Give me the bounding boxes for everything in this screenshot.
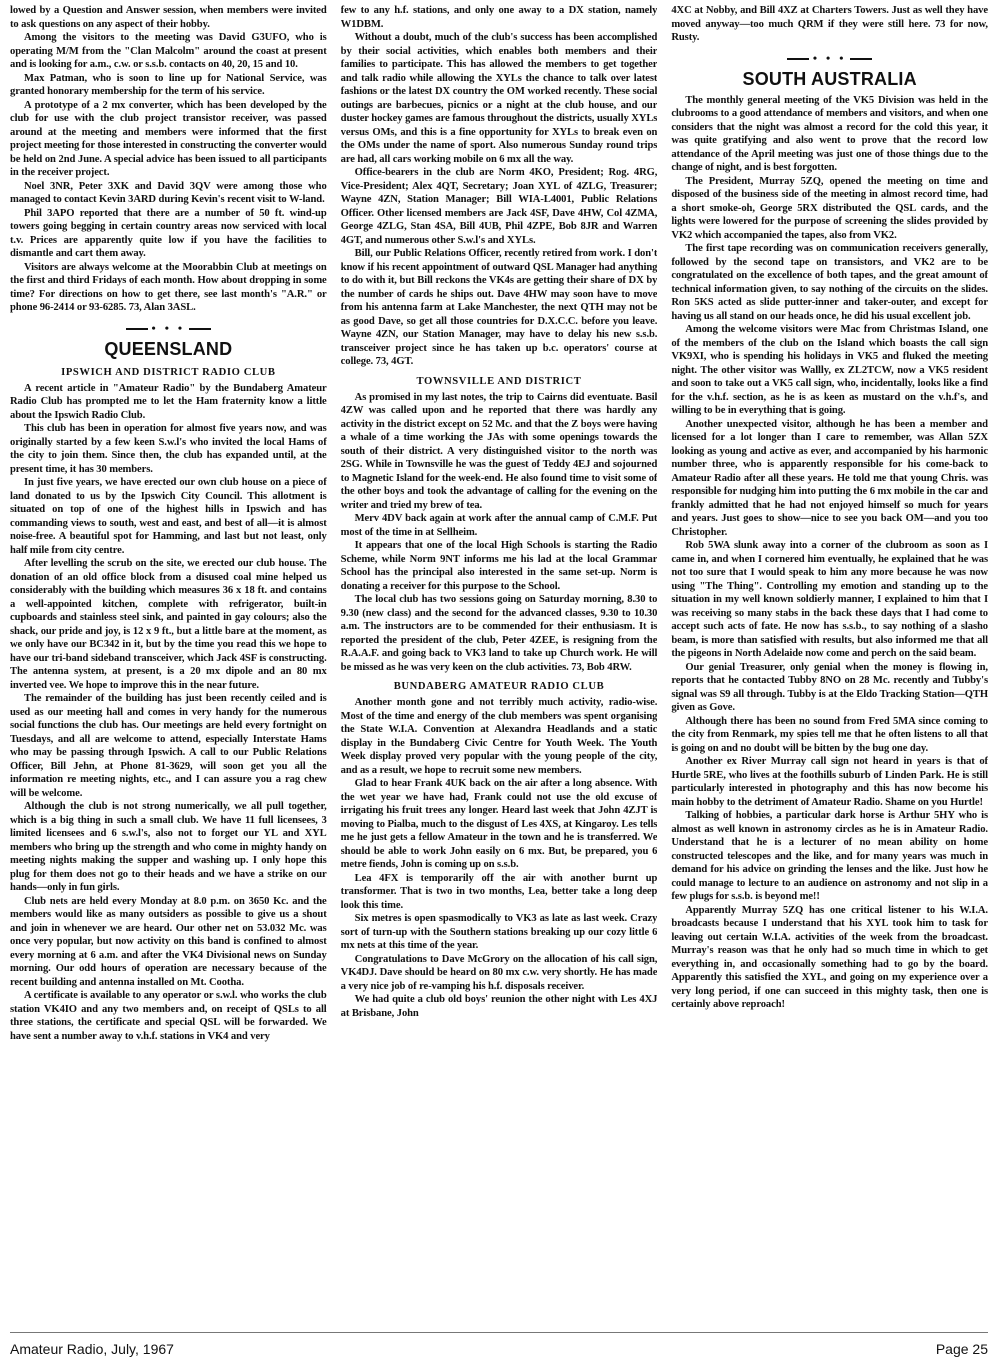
paragraph: Six metres is open spasmodically to VK3 as late as last week. Crazy sort of turn-up with the Southern stations breaking up our cozy little 6 mx nets at this time of the year. [340, 913, 658, 951]
paragraph: lowed by a Question and Answer session, when members were invited to ask questions on any aspect of their hobby. [10, 5, 327, 30]
paragraph: As promised in my last notes, the trip to Cairns did eventuate. Basil 4ZW was called upon and he reported that there was hardly any activity in the district except on 52 Mc. and that the Z boys were having a whale of a time working the JAs with some openings towards the south of their district. A very distinguished visitor to the north was 2SG. While in Townsville he was the guest of Teddy 4EJ and sojourned to Magnetic Island for the week-end. He also found time to visit some of the other boys and took the advantage of calling for the evening on the writer and tried my brew of tea. [340, 391, 658, 511]
paragraph: Another ex River Murray call sign not heard in years is that of Hurtle 5RE, who lives at the foothills suburb of Linden Park. He is still particularly interested in photography and this has now become his main hobby to the detriment of Amateur Radio. Shame on you Hurtle! [671, 756, 988, 808]
column-3 [671, 4, 988, 1330]
paragraph: We had quite a club old boys' reunion the other night with Les 4XJ at Brisbane, John [340, 994, 658, 1019]
paragraph: It appears that one of the local High Schools is starting the Radio Scheme, while Norm 9NT informs me his lad at the local Grammar School has the principal also interested in the same set-up. Norm is donating a receiver for this purpose to the School. [340, 540, 658, 592]
paragraph: Among the welcome visitors were Mac from Christmas Island, one of the members of the club on the Island which boasts the call sign VK9XI, who is spending his holidays in VK5 and fluked the meeting night. The other visitor was Wallly, ex ZL2TCW, now a VK5 resident and soon to take out a VK5 call sign, who, incidentally, looks like a find for the v.h.f. section, as he is as keen as mustard on the v.h.f's, and willing to be in everything that is going. [671, 324, 988, 416]
paragraph: Although the club is not strong numerically, we all pull together, which is a big thing in such a small club. We have 11 full licensees, 3 limited licensees and 6 s.w.l's, also not to forget our YL and XYL members who bring up the strength and who come in mighty handy on meeting nights making the supper and washing up. I only hope this plug for them does not go to their heads and we have a strike on our hands—only in fun girls. [10, 801, 327, 893]
paragraph: Among the visitors to the meeting was David G3UFO, who is operating M/M from the "Clan Malcolm" around the coast at present and is looking for a.m., c.w. or s.s.b. contacts on 40, 20, 15 and 10. [10, 32, 327, 70]
paragraph: A recent article in "Amateur Radio" by the Bundaberg Amateur Radio Club has prompted me to let the Ham fraternity know a little about the Ipswich Radio Club. [10, 382, 327, 421]
col1-paras-b [10, 382, 327, 1044]
paragraph: Visitors are always welcome at the Moorabbin Club at meetings on the first and third Fridays of each month. How about dropping in some time? For directions on how to get there, see last month's "A.R." or phone 96-2414 or 93-6285. 73, Alan 3ASL. [10, 261, 327, 313]
page-number: Page 25 [935, 1341, 988, 1357]
footer-rule [10, 1332, 988, 1333]
paragraph: Max Patman, who is soon to line up for National Service, was granted honorary membership for the term of his service. [10, 72, 327, 97]
paragraph: Noel 3NR, Peter 3XK and David 3QV were among those who managed to contact Kevin 3ARD during Kevin's recent visit to W-land. [10, 180, 327, 205]
paragraph: The monthly general meeting of the VK5 Division was held in the clubrooms to a good attendance of members and visitors, and when one considers that the night was almost a record for the cold this year, it was quite gratifying and also went to prove that the record low attendance of the April meeting was just one of those things due to the change of night, and is best forgotten. [671, 94, 988, 173]
paragraph: Office-bearers in the club are Norm 4KO, President; Rog. 4RG, Vice-President; Alex 4QT, Secretary; Joan XYL of 4ZLG, Treasurer; Wayne 4ZN, Station Manager; Bill WIA-L4001, Public Relations Officer. Other licensed members are Jack 4SF, Dave 4HW, Col 4ZMA, George 4ZLG, Stan 4SA, Bill 4UB, Phil 4ZPE, Bob 8JR and Warren 4GT, and numerous other S.w.l's and XYLs. [340, 167, 658, 246]
footer-publication: Amateur Radio, July, 1967 [10, 1341, 174, 1357]
paragraph: In just five years, we have erected our own club house on a piece of land donated to us by the Ipswich City Council. This allotment is situated on top of one of the highest hills in Ipswich and has commanding views to south, west and east, and best of all—it is almost noise-free. A beautiful spot for Hamming, and last but not least, only half mile from city centre. [10, 477, 327, 556]
paragraph: Apparently Murray 5ZQ has one critical listener to his W.I.A. broadcasts because I understand that his XYL took him to task for leaving out certain W.I.A. activities of the week from the broadcast. Murray's reason was that he only had so much time in which to get everything in, and occasionally something had to go by the board. Apparently this satisfied the XYL, and going on my experience over a very long period, if one can succeed in this mighty task, then one is certainly above reproach! [671, 904, 988, 1010]
subheading-ipswich: IPSWICH AND DISTRICT RADIO CLUB [61, 366, 276, 378]
paragraph: Glad to hear Frank 4UK back on the air after a long absence. With the wet year we have had, Frank could not use the old excuse of irrigating his fruit trees any longer. Heard last week that John 4ZJT is moving to Pialba, much to the disgust of Les 4XS, at Kingaroy. Les tells me he just gets a fellow Amateur in the town and he is transferred. We should be able to work John easily on 6 mx. But, be prepared, you 6 metre fiends, John is coming up on s.s.b. [340, 778, 658, 870]
paragraph: Lea 4FX is temporarily off the air with another burnt up transformer. That is two in two months, Lea, better take a long deep look this time. [340, 872, 658, 911]
column-1 [10, 4, 327, 1330]
paragraph: Rob 5WA slunk away into a corner of the clubroom as soon as I came in, and when I cornered him eventually, he explained that he was not too sure that I would speak to him any more because he was now using "The Thing". Controlling my emotion and standing up to the situation in my well known soldierly manner, I explained to him that I was receiving so many stabs in the back these days that I had come to accept such acts of fate. He now has s.s.b., to say nothing of a slasho beam, is more than satisfied with results, but also informed me that all the pigeons in North Adelaide now come and perch on the said beam. [671, 540, 988, 659]
paragraph: Club nets are held every Monday at 8.0 p.m. on 3650 Kc. and the members would like as many outsiders as possible to give us a shout and join in whenever we are heard. Our other net on 53.032 Mc. was once very popular, but now activity on this band is confined to almost every morning at 6 a.m. and after the VK4 Divisional news on Sunday morning. Our odd hours of operation are necessary because of the recent building and antenna installed on Mt. Cootha. [10, 895, 327, 988]
section-divider: • • • [10, 321, 327, 335]
section-divider: • • • [671, 51, 988, 65]
paragraph: The local club has two sessions going on Saturday morning, 8.30 to 9.30 (new class) and the second for the advanced classes, 9.30 to 10.30 a.m. The instructors are to be commended for their enthusiasm. It is reported the president of the club, Peter 4ZEE, is resigning from the R.A.A.F. and going back to VK3 land to take up Church work. He will be missed as he was very keen on the club activities. 73, Bob 4RW. [340, 594, 658, 673]
subheading-townsville: TOWNSVILLE AND DISTRICT [416, 375, 582, 387]
paragraph: Bill, our Public Relations Officer, recently retired from work. I don't know if his recent appointment of outward QSL Manager had anything to do with it, but Bill reckons the VK4s are getting their share of DX by the number of cards he ships out. Dave 4HW may soon have to move from his antenna farm at Lake Manchester, the next QTH may not be as good Dave, so get all those countries for D.X.C.C. before you leave. Wayne 4ZN, our Station Manager, may have to delay his new s.s.b. transceiver project since he has taken up b.c. operators' course at college. 73, 4GT. [340, 248, 658, 367]
heading-queensland: QUEENSLAND [104, 338, 233, 359]
paragraph: Phil 3APO reported that there are a number of 50 ft. wind-up towers going begging in certain country areas now serviced with local t.v. Prices are apparently quite low if you have the facilities to dismantle and cart them away. [10, 207, 327, 259]
paragraph: The remainder of the building has just been recently ceiled and is used as our meeting hall and comes in very handy for the numerous social functions the club has. Our meetings are held every fortnight on Tuesdays, and all are welcome to attend, especially Interstate Hams who may be passing through Ipswich. A call to our Public Relations Officer, Bill Jehn, at Phone 81-3629, will soon get you all the information re meeting nights, etc., and I can assure you a rag chew will be welcome. [10, 693, 327, 799]
paragraph: Without a doubt, much of the club's success has been accomplished by their social activities, which enables both members and their families to participate. This has allowed the members to get together and talk radio while allowing the XYLs the chance to talk over latest fashions or the latest DX country the OM worked recently. These social outings are barbecues, picnics or a night at the club house, and our duster hockey games are famous throughout the districts, usually XYLs versus OMs, and this is a fine opportunity for XYLs to break even on the OMs under the name of sport. Also numerous Sunday round trips are had, all cars working mobile on 6 mx all the way. [340, 32, 658, 165]
paragraph: This club has been in operation for almost five years now, and was originally started by a few keen S.w.l's who invited the local Hams of the city to join them. Since then, the club has expanded until, at the present time, it has 30 members. [10, 423, 327, 475]
col3-paras-b [671, 94, 988, 1012]
paragraph: Merv 4DV back again at work after the annual camp of C.M.F. Put most of the time in at Sellheim. [340, 513, 658, 538]
col3-paras-a [671, 4, 988, 45]
column-2 [341, 4, 658, 1330]
paragraph: The first tape recording was on communication receivers generally, followed by the second tape on transistors, and VK2 are to be congratulated on the excellence of both tapes, and the great amount of technical information given, to say nothing of the circuits on the slides. Ron 5KS acted as slide putter-inner and taker-outer, and except for having us all stand on our heads once, he did his usual excellent job. [671, 243, 988, 322]
paragraph: Congratulations to Dave McGrory on the allocation of his call sign, VK4DJ. Dave should be heard on 80 mx c.w. very shortly. He has made a very nice job of re-vamping his h.f. disposals receiver. [340, 953, 658, 992]
col1-paras-a [10, 4, 327, 315]
paragraph: The President, Murray 5ZQ, opened the meeting on time and disposed of the business side of the meeting in almost record time, had a short smoke-oh, George 5RX distributed the QSL cards, and the lights were lowered for the purpose of screening the slides provided by VK2 which accompanied the tapes, also from VK2. [671, 175, 988, 241]
paragraph: A certificate is available to any operator or s.w.l. who works the club station VK4IO and any two members and, on receipt of QSLs to all three stations, the certificate and special QSL will be forwarded. We have sent a number away to v.h.f. stations in VK4 and very [10, 990, 327, 1042]
text-columns [10, 4, 988, 1330]
col2-paras-b [341, 391, 658, 675]
paragraph: few to any h.f. stations, and only one away to a DX station, namely W1DBM. [340, 5, 658, 30]
paragraph: Another unexpected visitor, although he has been a member and licensed for a lot longer than I care to remember, was Allan 5ZX looking as young and active as ever, and accompanied by his harmonic number three, who is apparently responsible for his come-back to Amateur Radio after all these years. He told me that young Chris. was responsible for nudging him into putting the 6 mx mobile in the car and frankly admitted that he had not enjoyed himself so much for years and years. Just goes to show—nice to see you back OM—and you too Christopher. [671, 418, 988, 538]
paragraph: Our genial Treasurer, only genial when the money is flowing in, reports that he contacted Tubby 8NO on 28 Mc. recently and Tubby's signal was S9 all through. Tubby is at the Eldo Tracking Station—QTH given as Gove. [671, 661, 988, 713]
paragraph: Although there has been no sound from Fred 5MA since coming to the city from Renmark, my spies tell me that he often listens to all that is going on and no doubt will be bitten by the bug one day. [671, 715, 988, 754]
heading-south-australia: SOUTH AUSTRALIA [742, 68, 917, 89]
page-footer [10, 1335, 988, 1357]
paragraph: Another month gone and not terribly much activity, radio-wise. Most of the time and energy of the club members was spent organising the State W.I.A. Convention at Alexandra Headlands and a static display in the Bundaberg Civic Centre for Youth Week. The Youth Week display proved very popular with the young people of the city, and as a result, we hope to recruit some new members. [340, 697, 658, 776]
paragraph: A prototype of a 2 mx converter, which has been developed by the club for use with the club project transistor receiver, was passed around at the meeting and members were informed that the first project meeting for those interested in constructing the converter would be held on 2nd June. A special advice has been issued to all participants in the receiver project. [10, 99, 327, 178]
paragraph: 4XC at Nobby, and Bill 4XZ at Charters Towers. Just as well they have moved anyway—too much QRM if they were still here. 73 for now, Rusty. [671, 5, 988, 43]
subheading-bundaberg: BUNDABERG AMATEUR RADIO CLUB [393, 681, 605, 692]
col2-paras-a [341, 4, 658, 369]
paragraph: Talking of hobbies, a particular dark horse is Arthur 5HY who is almost as well known in astronomy circles as he is in Amateur Radio. Understand that he is a lecturer of no mean ability on home constructed telescopes and the like, and for many years was much in demand for his advice on grinding the lenses and the like. Just how he could manage to lecture to an audience on astronomy and not slip in a few plugs for s.s.b. is beyond me!! [671, 810, 988, 902]
col2-paras-c [341, 696, 658, 1020]
paragraph: After levelling the scrub on the site, we erected our club house. The donation of an old office block from a disused coal mine helped us considerably with the building which measures 36 x 18 ft. and contains a well-appointed kitchen, complete with refrigerator, built-in cupboards and stainless steel sink, and painted in gay colours; also the shack, our pride and joy, is 12 x 9 ft., but a little bare at the moment, as we only have our BC342 in it, but by the time you read this we hope to have our tri-band sideband transceiver, which Jack 4SF is constructing. The antenna system, at present, is a 20 mx dipole and an 80 mx inverted vee. We hope to improve this in the near future. [10, 558, 327, 691]
